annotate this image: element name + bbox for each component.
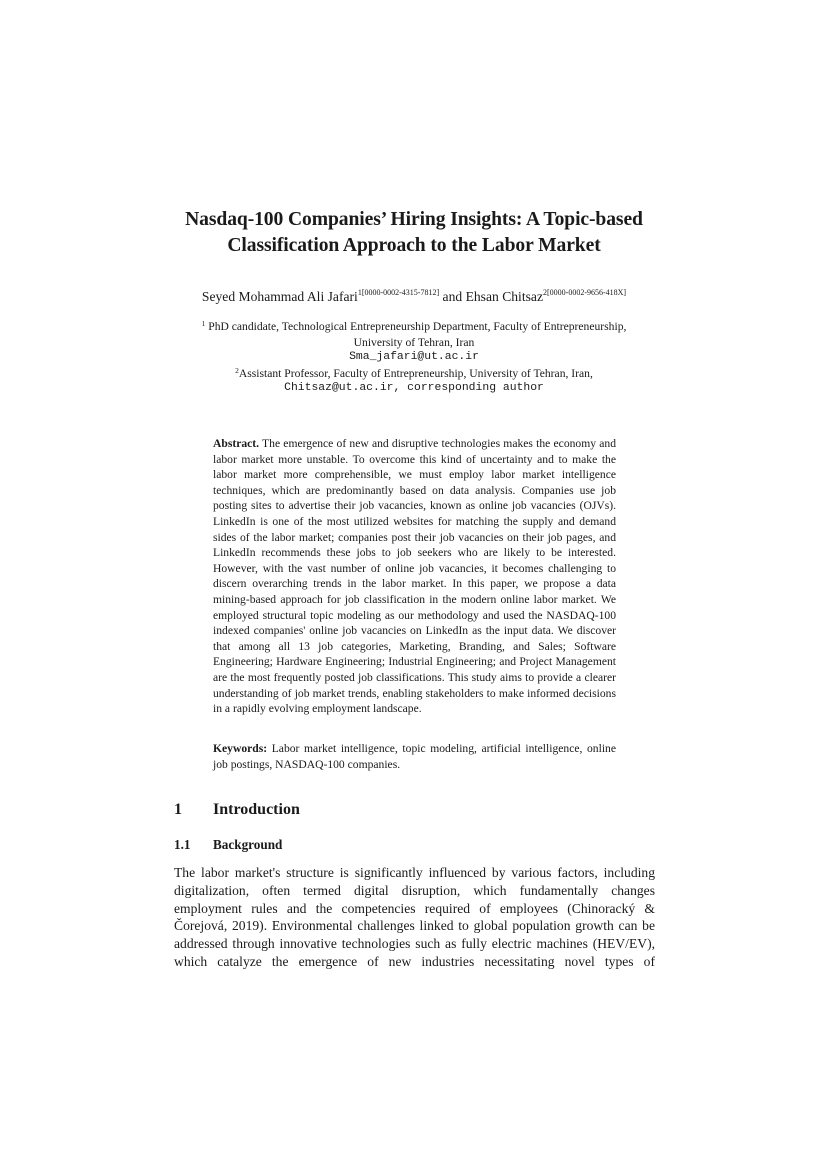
affiliation-1-line-2: University of Tehran, Iran [353,335,475,349]
affiliations [100,319,728,397]
paper-title [100,207,728,259]
affiliation-1-text: PhD candidate, Technological Entrepreneurship Department, Faculty of Entrepreneurship, [205,320,627,333]
keywords-text: Labor market intelligence, topic modeling, artificial intelligence, online job postings, NASDAQ-100 companies. [213,742,616,771]
author-2-name: Ehsan Chitsaz [465,289,543,304]
body-line-6: which catalyze the emergence of new industries necessitating novel types of [174,953,655,969]
body-line-4: Čorejová, 2019). Environmental challenges linked to global population growth can be [174,918,655,934]
affiliation-1-email[interactable]: Sma_jafari@ut.ac.ir [349,351,479,364]
author-list [100,288,728,306]
section-title: Introduction [213,801,300,818]
author-1-name: Seyed Mohammad Ali Jafari [201,289,358,304]
body-line-2: digitalization, often termed digital disruption, which fundamentally changes [174,882,655,898]
abstract-label: Abstract. [213,437,260,450]
subsection-number: 1.1 [174,837,191,852]
author-2-orcid: 2[0000-0002-9656-418X] [542,288,627,297]
subsection-title: Background [213,837,283,852]
affiliation-2-line-1 [100,366,728,382]
body-paragraph [174,864,655,971]
paper-title-line-2: Classification Approach to the Labor Market [227,235,601,256]
author-conjunction: and [439,289,466,304]
body-line-5: addressed through innovative technologies such as fully electric machines (HEV/EV), [174,936,655,952]
abstract-text: The emergence of new and disruptive technologies makes the economy and labor market more unstable. To overcome this kind of uncertainty and to make the labor market more comprehensible, we must employ labor market intelligence techniques, which are predominantly based on data analysis. Companies use job posting sites to advertise their job vacancies, known as online job vacancies (OJVs). LinkedIn is one of the most utilized websites for matching the supply and demand sides of the labor market; companies post their job vacancies on their job pages, and LinkedIn recommends these jobs to job seekers who are likely to be interested. However, with the vast number of online job vacancies, it becomes challenging to discern overarching trends in the labor market. In this paper, we propose a data mining-based approach for job classification in the modern online labor market. We employed structural topic modeling as our methodology and used the NASDAQ-100 indexed companies' online job vacancies on LinkedIn as the input data. We discover that among all 13 job categories, Marketing, Branding, and Sales; Software Engineering; Hardware Engineering; Industrial Engineering; and Project Management are the most frequently posted job classifications. This study aims to provide a clearer understanding of job market trends, enabling stakeholders to make informed decisions in a rapidly evolving employment landscape. [213,437,616,716]
abstract [213,436,616,717]
body-line-3: employment rules and the competencies required of employees (Chinoracký & [174,900,655,916]
affiliation-2-marker: 2 [235,365,239,375]
section-heading-introduction [174,800,300,820]
author-1-orcid: 1[0000-0002-4315-7812] [357,288,440,297]
affiliation-2-text: Assistant Professor, Faculty of Entrepreneurship, University of Tehran, Iran, [238,366,593,380]
keywords [213,741,616,772]
keywords-label: Keywords: [213,742,268,755]
paper-title-line-1: Nasdaq-100 Companies’ Hiring Insights: A Topic-based [185,209,643,230]
affiliation-1-line-1 [100,319,728,335]
section-number: 1 [174,801,182,818]
subsection-heading-background [174,836,282,854]
body-line-1: The labor market's structure is significantly influenced by various factors, including [174,865,655,880]
affiliation-2-email[interactable]: Chitsaz@ut.ac.ir, corresponding author [284,382,544,395]
affiliation-1-marker: 1 [201,319,206,328]
